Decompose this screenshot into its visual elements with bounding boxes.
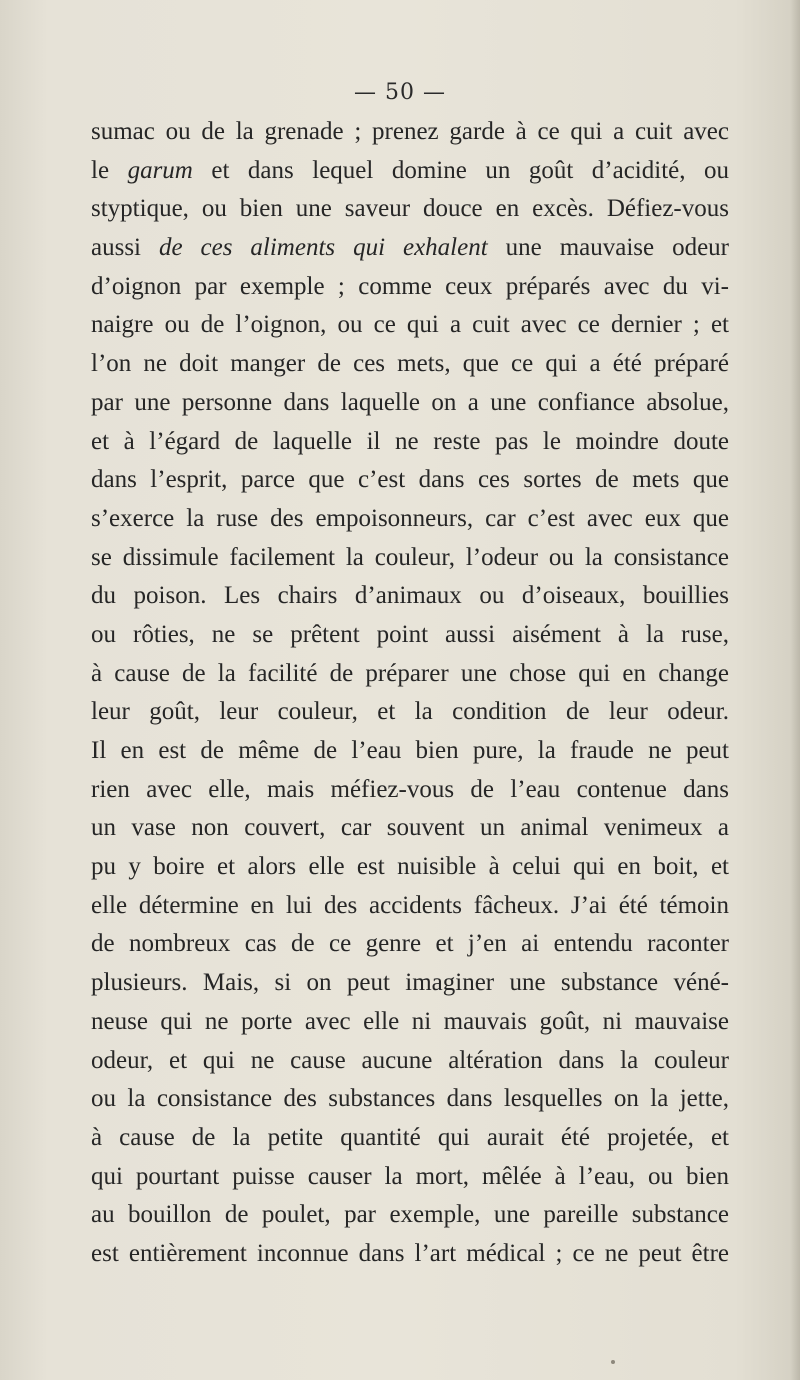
text-run: par une personne dans laquelle on a une confiance absolue, [91,388,729,416]
text-line [91,229,729,268]
text-line [91,500,729,539]
text-run: s’exerce la ruse des empoisonneurs, car c’est avec eux que [91,504,729,532]
text-line [91,461,729,500]
text-line [91,1196,729,1235]
text-run: ou rôties, ne se prêtent point aussi aisément à la ruse, [91,620,729,648]
text-run: Il en est de même de l’eau bien pure, la fraude ne peut [91,737,729,764]
text-line [91,655,729,694]
text-run: dans l’esprit, parce que c’est dans ces sortes de mets que [91,466,729,494]
paper-speck [611,1360,615,1364]
text-line [91,306,729,345]
text-line [91,539,729,578]
text-run: à cause de la facilité de préparer une chose qui en change [91,659,729,687]
text-run: naigre ou de l’oignon, ou ce qui a cuit avec ce dernier ; et [91,311,729,339]
text-line [91,1042,729,1081]
text-run: à cause de la petite quantité qui aurait été projetée, et [91,1123,729,1151]
text-run: rien avec elle, mais méfiez-vous de l’eau contenue dans [91,775,729,803]
text-line [91,345,729,384]
text-line [91,732,729,771]
text-run: du poison. Les chairs d’animaux ou d’oiseaux, bouillies [91,582,729,610]
text-run: pu y boire et alors elle est nuisible à celui qui en boit, et [91,853,729,881]
text-line [91,925,729,964]
text-line [91,152,729,191]
text-run: styptique, ou bien une saveur douce en excès. Défiez-vous [91,195,729,223]
italic-text-run: garum [127,156,193,184]
text-run: sumac ou de la grenade ; prenez garde à ce qui a cuit avec [91,118,729,145]
text-line [91,384,729,423]
text-line [91,616,729,655]
text-run: odeur, et qui ne cause aucune altération dans la couleur [91,1046,729,1074]
italic-text-run: de ces aliments qui exhalent [158,234,488,262]
text-run: aussi [91,234,159,262]
text-line [91,268,729,307]
text-line [91,887,729,926]
text-line [91,113,729,152]
text-run: de nombreux cas de ce genre et j’en ai entendu raconter [91,930,729,958]
text-run: est entièrement inconnue dans l’art médical ; ce ne peut être [91,1239,729,1267]
text-run: un vase non couvert, car souvent un animal venimeux a [91,814,729,842]
page-number: — 50 — [354,80,446,105]
text-line [91,809,729,848]
text-line [91,190,729,229]
text-run: au bouillon de poulet, par exemple, une pareille substance [91,1201,729,1229]
text-line [91,964,729,1003]
text-line [91,1080,729,1119]
text-run: le [91,156,128,184]
text-run: ou la consistance des substances dans lesquelles on la jette, [91,1085,729,1113]
text-line [91,577,729,616]
text-run: et à l’égard de laquelle il ne reste pas le moindre doute [91,427,729,455]
text-run: leur goût, leur couleur, et la condition de leur odeur. [91,698,729,726]
text-run: plusieurs. Mais, si on peut imaginer une substance véné- [91,969,729,997]
text-line [91,693,729,732]
text-run: se dissimule facilement la couleur, l’odeur ou la consistance [91,543,729,571]
page-edge-shadow [790,0,800,1380]
text-line [91,848,729,887]
text-line [91,771,729,810]
text-run: elle détermine en lui des accidents fâcheux. J’ai été témoin [91,891,729,919]
text-line [91,1235,729,1274]
text-run: neuse qui ne porte avec elle ni mauvais goût, ni mauvaise [91,1007,729,1035]
text-line [91,1003,729,1042]
text-run: et dans lequel domine un goût d’acidité, ou [192,156,729,184]
text-line [91,1158,729,1197]
text-run: qui pourtant puisse causer la mort, mêlée à l’eau, ou bien [91,1162,729,1190]
body-text [91,113,729,1274]
text-run: une mauvaise odeur [487,234,729,262]
text-line [91,1119,729,1158]
text-line [91,423,729,462]
text-run: d’oignon par exemple ; comme ceux préparés avec du vi- [91,272,729,300]
text-run: l’on ne doit manger de ces mets, que ce qui a été préparé [91,350,729,378]
